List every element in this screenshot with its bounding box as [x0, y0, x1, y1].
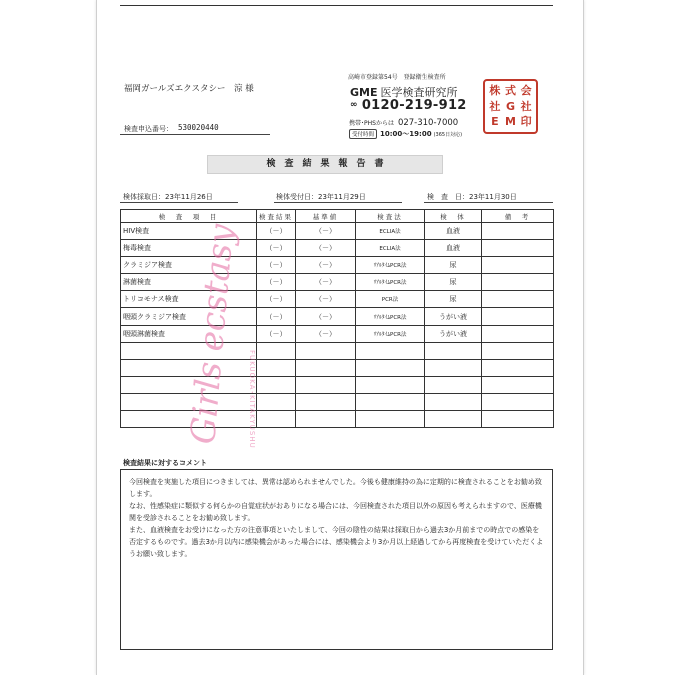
- cell-result: （－）: [257, 223, 296, 240]
- seal-char: M: [505, 115, 516, 129]
- cell-test-item: トリコモナス検査: [121, 291, 257, 308]
- top-rule: [120, 5, 553, 6]
- cell-reference: [296, 359, 356, 376]
- cell-specimen: [425, 411, 482, 428]
- cell-method: ECLIA法: [356, 240, 425, 257]
- table-row: [121, 274, 554, 291]
- cell-test-item: クラミジア検査: [121, 257, 257, 274]
- mobile-number[interactable]: 027-310-7000: [397, 118, 459, 128]
- comment-box: [120, 469, 553, 650]
- cell-result: [257, 376, 296, 393]
- table-row-empty: [121, 411, 554, 428]
- hours-badge: 受付時間: [349, 129, 377, 139]
- header-reference: 基準値: [296, 210, 356, 223]
- phone-row: [350, 98, 467, 113]
- cell-test-item: 淋菌検査: [121, 274, 257, 291]
- mobile-row: [349, 118, 458, 128]
- hours-row: [349, 129, 462, 139]
- cell-specimen: 尿: [425, 274, 482, 291]
- cell-method: ﾘｱﾙﾀｲﾑPCR法: [356, 308, 425, 325]
- cell-specimen: 尿: [425, 257, 482, 274]
- cell-test-item: 梅毒検査: [121, 240, 257, 257]
- header-remarks: 備 考: [482, 210, 554, 223]
- cell-result: [257, 342, 296, 359]
- cell-specimen: 血液: [425, 223, 482, 240]
- lab-registration: 高崎市登録第54号 登録衛生検査所: [348, 74, 446, 81]
- cell-method: ECLIA法: [356, 223, 425, 240]
- cell-result: （－）: [257, 325, 296, 342]
- report-title: 検査結果報告書: [207, 155, 443, 174]
- cell-test-item: [121, 342, 257, 359]
- table-row-empty: [121, 376, 554, 393]
- cell-method: [356, 342, 425, 359]
- hours-time: 10:00～19:00: [380, 130, 432, 138]
- free-dial-icon: ∞: [350, 100, 358, 110]
- cell-method: [356, 376, 425, 393]
- cell-specimen: うがい液: [425, 325, 482, 342]
- cell-remarks: [482, 308, 554, 325]
- cell-reference: （－）: [296, 325, 356, 342]
- cell-remarks: [482, 291, 554, 308]
- cell-reference: （－）: [296, 240, 356, 257]
- cell-result: （－）: [257, 240, 296, 257]
- lab-brand: GME: [350, 86, 378, 99]
- cell-result: [257, 359, 296, 376]
- cell-result: （－）: [257, 274, 296, 291]
- received-date: 検体受付日：23年11月29日: [276, 193, 366, 201]
- application-number-rule: [120, 134, 270, 135]
- seal-char: G: [505, 99, 515, 113]
- results-body: [121, 223, 554, 428]
- cell-reference: （－）: [296, 308, 356, 325]
- seal-char: 社: [520, 99, 532, 113]
- lab-name: 医学検査研究所: [380, 86, 458, 99]
- application-number: 530020440: [178, 123, 219, 132]
- cell-remarks: [482, 393, 554, 410]
- cell-reference: （－）: [296, 274, 356, 291]
- cell-remarks: [482, 376, 554, 393]
- cell-reference: [296, 342, 356, 359]
- cell-specimen: [425, 393, 482, 410]
- seal-char: 会: [520, 84, 532, 97]
- table-row: [121, 308, 554, 325]
- cell-remarks: [482, 240, 554, 257]
- cell-remarks: [482, 359, 554, 376]
- collection-date-rule: [120, 202, 238, 203]
- customer-name: 福岡ガールズエクスタシー 涼 様: [124, 84, 254, 94]
- header-specimen: 検 体: [425, 210, 482, 223]
- table-row: [121, 291, 554, 308]
- seal-char: 株: [489, 84, 501, 97]
- cell-method: PCR法: [356, 291, 425, 308]
- cell-method: ﾘｱﾙﾀｲﾑPCR法: [356, 257, 425, 274]
- table-row-empty: [121, 359, 554, 376]
- table-row-empty: [121, 393, 554, 410]
- cell-method: ﾘｱﾙﾀｲﾑPCR法: [356, 274, 425, 291]
- cell-specimen: うがい液: [425, 308, 482, 325]
- results-table: [120, 209, 554, 428]
- cell-method: ﾘｱﾙﾀｲﾑPCR法: [356, 325, 425, 342]
- seal-char: 式: [504, 84, 516, 97]
- cell-result: [257, 393, 296, 410]
- cell-remarks: [482, 257, 554, 274]
- cell-test-item: [121, 376, 257, 393]
- cell-reference: [296, 411, 356, 428]
- table-row: [121, 240, 554, 257]
- table-row: [121, 257, 554, 274]
- cell-remarks: [482, 223, 554, 240]
- table-header-row: [121, 210, 554, 223]
- seal-char: 印: [520, 115, 532, 129]
- cell-remarks: [482, 325, 554, 342]
- comment-title: 検査結果に対するコメント: [123, 459, 207, 467]
- table-row: [121, 325, 554, 342]
- header-test-item: 検 査 項 目: [121, 210, 257, 223]
- cell-specimen: [425, 342, 482, 359]
- cell-reference: （－）: [296, 223, 356, 240]
- cell-remarks: [482, 411, 554, 428]
- application-number-label: 検査申込番号：: [124, 125, 173, 133]
- cell-test-item: [121, 393, 257, 410]
- cell-specimen: 血液: [425, 240, 482, 257]
- cell-result: [257, 411, 296, 428]
- comment-paragraph: なお、性感染症に類似する何らかの自覚症状がおありになる場合には、今回検査された項目以外の原因も考えられますので、医療機関を受診されることをお勧め致します。: [129, 502, 542, 522]
- cell-test-item: HIV検査: [121, 223, 257, 240]
- cell-test-item: 咽頭クラミジア検査: [121, 308, 257, 325]
- cell-remarks: [482, 342, 554, 359]
- seal-char: 社: [489, 99, 501, 113]
- watermark-subtitle: FUKUOKA･KITAKYUSHU: [248, 350, 256, 449]
- cell-reference: [296, 376, 356, 393]
- comment-paragraph: 今回検査を実施した項目につきましては、異常は認められませんでした。今後も健康維持の為に定期的に検査されることをお勧め致します。: [129, 478, 542, 498]
- mobile-label: 携帯･PHSからは: [349, 120, 394, 127]
- seal-char: E: [491, 115, 499, 129]
- hours-note: (365日対応): [433, 132, 463, 138]
- cell-method: [356, 359, 425, 376]
- header-method: 検査法: [356, 210, 425, 223]
- cell-remarks: [482, 274, 554, 291]
- company-seal-stamp: [483, 79, 538, 134]
- cell-reference: （－）: [296, 291, 356, 308]
- free-dial-number[interactable]: 0120-219-912: [361, 98, 467, 113]
- collection-date: 検体採取日：23年11月26日: [123, 193, 213, 201]
- cell-reference: [296, 393, 356, 410]
- comment-paragraph: また、血液検査をお受けになった方の注意事項といたしまして、今回の陰性の結果は採取日から過去3か月前までの時点での感染を否定するものです。過去3か月以内に感染機会があった場合には、感染機会より3か月以上経過してから再度検査を受けていただくようお願い致します。: [129, 526, 544, 558]
- cell-test-item: [121, 359, 257, 376]
- table-row-empty: [121, 342, 554, 359]
- cell-method: [356, 411, 425, 428]
- cell-specimen: [425, 376, 482, 393]
- cell-result: （－）: [257, 291, 296, 308]
- cell-specimen: [425, 359, 482, 376]
- cell-result: （－）: [257, 308, 296, 325]
- received-date-rule: [274, 202, 402, 203]
- header-result: 検査結果: [257, 210, 296, 223]
- test-date: 検 査 日：23年11月30日: [427, 193, 517, 201]
- cell-test-item: [121, 411, 257, 428]
- table-row: [121, 223, 554, 240]
- cell-test-item: 咽頭淋菌検査: [121, 325, 257, 342]
- watermark-script: Girls ecstasy: [183, 222, 243, 446]
- cell-result: （－）: [257, 257, 296, 274]
- cell-method: [356, 393, 425, 410]
- cell-specimen: 尿: [425, 291, 482, 308]
- test-date-rule: [424, 202, 553, 203]
- cell-reference: （－）: [296, 257, 356, 274]
